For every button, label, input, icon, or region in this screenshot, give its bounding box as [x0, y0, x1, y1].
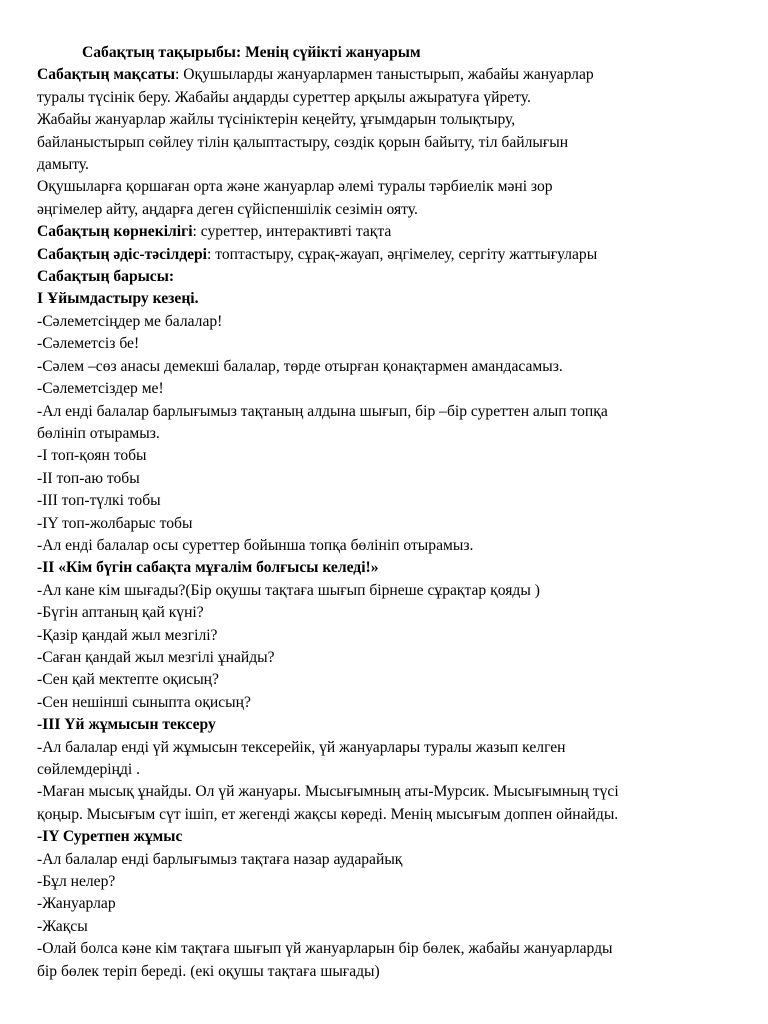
document-page [37, 42, 737, 983]
text-line: -Саған қандай жыл мезгілі ұнайды? [37, 648, 275, 666]
aim-paragraph [37, 64, 737, 86]
text-line: -IY топ-жолбарыс тобы [37, 514, 193, 532]
text-line: -Жануарлар [37, 895, 116, 913]
text-line: -I топ-қоян тобы [37, 447, 147, 465]
text-line: -Ал балалар енді барлығымыз тақтаға назар аударайық [37, 850, 403, 868]
visual-aids-label: Сабақтың көрнекілігі [37, 223, 193, 241]
text-line: -Ал балалар енді үй жұмысын тексерейік, үй жануарлары туралы жазып келген [37, 738, 566, 756]
text-line: -II топ-аю тобы [37, 469, 140, 487]
text-line: -Сәлеметсіңдер ме балалар! [37, 312, 223, 330]
aim-line: байланыстырып сөйлеу тілін қалыптастыру, сөздік қорын байыту, тіл байлығын [37, 133, 569, 151]
aim-text: : Оқушыларды жануарлармен таныстырып, жабайы жануарлар [175, 66, 594, 84]
text-line: -Бұл нелер? [37, 873, 116, 891]
visual-aids-paragraph [37, 221, 737, 243]
text-line: -Жақсы [37, 917, 88, 935]
text-line: -Қазір қандай жыл мезгілі? [37, 626, 218, 644]
lesson-title: Сабақтың тақырыбы: Менің сүйікті жануарым [82, 44, 421, 61]
section-heading: -III Үй жұмысын тексеру [37, 716, 216, 734]
text-line: қоңыр. Мысығым сүт ішіп, ет жегенді жақсы көреді. Менің мысығым доппен ойнайды. [37, 805, 619, 823]
text-line: бір бөлек теріп береді. (екі оқушы тақтаға шығады) [37, 962, 380, 980]
aim-label: Сабақтың мақсаты [37, 66, 175, 84]
aim-line: дамыту. [37, 156, 89, 174]
text-line: -Сәлеметсіздер ме! [37, 380, 164, 398]
text-line: -Маған мысық ұнайды. Ол үй жануары. Мысығымның аты-Мурсик. Мысығымның түсі [37, 783, 619, 801]
aim-line: Жабайы жануарлар жайлы түсініктерін кеңейту, ұғымдарын толықтыру, [37, 111, 516, 129]
section-heading: -IY Суретпен жұмыс [37, 828, 183, 846]
text-line: -Сен нешінші сыныпта оқисың? [37, 693, 251, 711]
methods-paragraph [37, 244, 737, 266]
text-line: -III топ-түлкі тобы [37, 492, 161, 510]
text-line: -Ал кане кім шығады?(Бір оқушы тақтаға шығып бірнеше сұрақтар қояды ) [37, 581, 540, 599]
methods-label: Сабақтың әдіс-тәсілдері [37, 245, 208, 263]
text-line: сөйлемдеріңді . [37, 761, 141, 778]
methods-text: : топтастыру, сұрақ-жауап, әңгімелеу, сергіту жаттығулары [207, 245, 598, 263]
visual-aids-text: : суреттер, интерактивті тақта [192, 223, 392, 241]
text-line: -Ал енді балалар осы суреттер бойынша топқа бөлініп отырамыз. [37, 536, 474, 554]
aim-line: туралы түсінік беру. Жабайы аңдарды суреттер арқылы ажыратуға үйрету. [37, 88, 531, 106]
section-heading: I Ұйымдастыру кезеңі. [37, 290, 199, 308]
text-line: -Бүгін аптаның қай күні? [37, 604, 204, 622]
section-heading: -II «Кім бүгін сабақта мұғалім болғысы келеді!» [37, 559, 379, 577]
aim-line: әңгімелер айту, аңдарға деген сүйіспеншілік сезімін ояту. [37, 200, 418, 218]
text-line: бөлініп отырамыз. [37, 424, 160, 442]
aim-line: Оқушыларға қоршаған орта және жануарлар әлемі туралы тәрбиелік мәні зор [37, 178, 553, 196]
lesson-progress-heading: Сабақтың барысы: [37, 268, 175, 286]
text-line: -Сәлеметсіз бе! [37, 335, 140, 353]
text-line: -Ал енді балалар барлығымыз тақтаның алдына шығып, бір –бір суреттен алып топқа [37, 402, 608, 420]
text-line: -Олай болса кәне кім тақтаға шығып үй жануарларын бір бөлек, жабайы жануарларды [37, 940, 613, 958]
text-line: -Сәлем –сөз анасы демекші балалар, төрде отырған қонақтармен амандасамыз. [37, 357, 563, 375]
text-line: -Сен қай мектепте оқисың? [37, 671, 219, 689]
